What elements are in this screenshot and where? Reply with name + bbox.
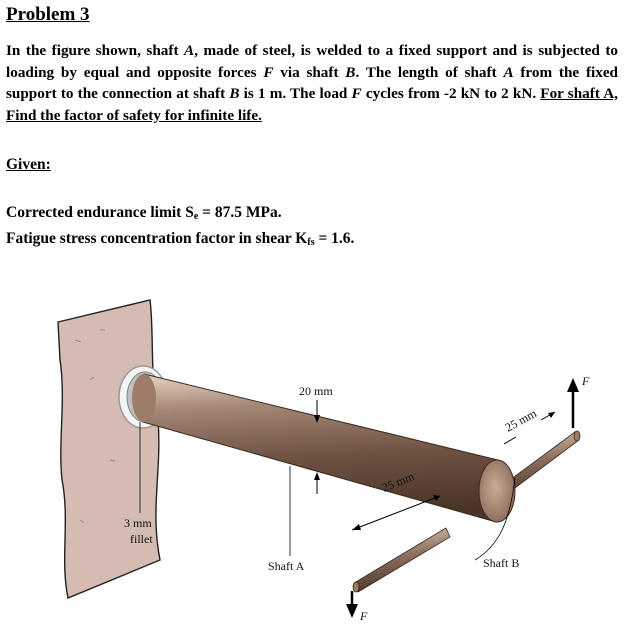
shaft-a-ref: A bbox=[503, 63, 514, 81]
given-heading: Given: bbox=[6, 156, 51, 173]
dim-20mm-label: 20 mm bbox=[299, 384, 333, 398]
shaft-b-label: Shaft B bbox=[483, 556, 520, 570]
shaft-a-ref: A bbox=[184, 42, 195, 59]
statement-text: is 1 m. The load bbox=[239, 85, 352, 102]
fixed-support-wall bbox=[58, 300, 160, 598]
shaft-b-ref: B bbox=[229, 85, 240, 102]
shaft-b-front bbox=[354, 528, 450, 592]
force-bottom-label: F bbox=[360, 609, 368, 623]
statement-text: , made of steel, is welded to a fixed support and is subjected to loading by equal and opposite forces bbox=[6, 42, 619, 81]
problem-title: Problem 3 bbox=[6, 4, 90, 25]
dim-25mm-middle-label: 25 mm bbox=[379, 469, 417, 495]
statement-text: In the figure shown, shaft bbox=[6, 42, 185, 59]
statement-text: . The length of shaft bbox=[355, 63, 504, 81]
force-ref: F bbox=[263, 63, 274, 81]
endurance-label: Corrected endurance limit S bbox=[6, 204, 194, 221]
shaft-b-ref: B bbox=[345, 63, 356, 81]
force-ref: F bbox=[351, 85, 362, 102]
task-statement: For shaft A, Find the factor of safety for infinite life. bbox=[6, 85, 618, 124]
dim-25mm-right-label: 25 mm bbox=[502, 406, 539, 435]
fillet-size-label: 3 mm bbox=[124, 516, 152, 530]
statement-text: cycles from -2 kN to 2 kN. bbox=[361, 85, 541, 102]
kfs-value: = 1.6. bbox=[314, 230, 355, 247]
shaft-a-label: Shaft A bbox=[268, 559, 305, 573]
endurance-value: = 87.5 MPa. bbox=[198, 204, 282, 221]
endurance-subscript: e bbox=[193, 211, 199, 222]
kfs-label: Fatigue stress concentration factor in shear K bbox=[6, 230, 308, 247]
statement-text: via shaft bbox=[273, 63, 346, 81]
statement-text: from the fixed support to the connection at shaft bbox=[6, 63, 619, 102]
shaft-a-end-face bbox=[479, 460, 515, 522]
kfs-subscript: fs bbox=[307, 237, 315, 248]
force-top-label: F bbox=[582, 374, 590, 388]
fillet-type-label: fillet bbox=[130, 532, 153, 546]
